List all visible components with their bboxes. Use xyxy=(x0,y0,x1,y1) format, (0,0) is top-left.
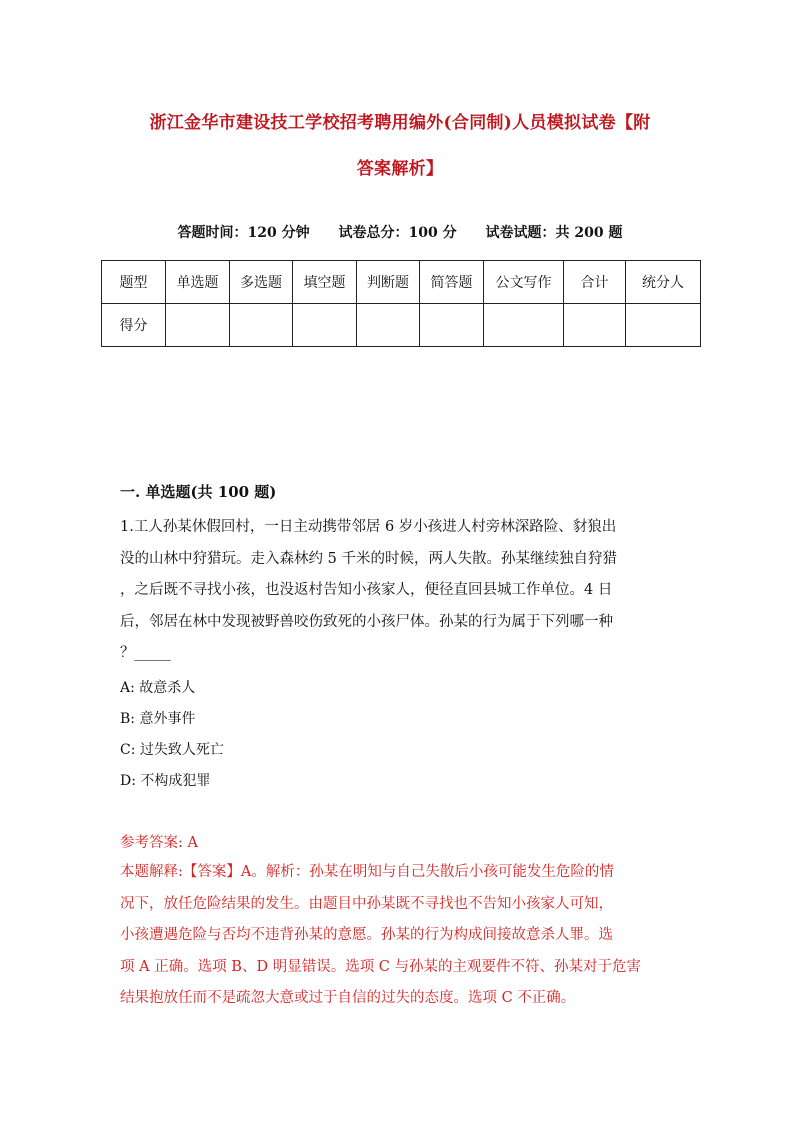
section-title: 一. 单选题(共 100 题) xyxy=(120,483,277,501)
score-header-cell: 统分人 xyxy=(626,261,701,304)
explanation-line: 项 A 正确。选项 B、D 明显错误。选项 C 与孙某的主观要件不符、孙某对于危害 xyxy=(120,958,641,975)
score-cell xyxy=(166,304,230,347)
question-line: ，之后既不寻找小孩，也没返村告知小孩家人，便径直回县城工作单位。4 日 xyxy=(120,582,613,598)
exam-meta xyxy=(100,222,700,242)
exam-title-line-2: 答案解析】 xyxy=(356,159,444,179)
exam-title xyxy=(100,100,700,192)
score-table xyxy=(101,260,701,347)
score-header-cell: 判断题 xyxy=(357,261,420,304)
question-line: 1.工人孙某休假回村，一日主动携带邻居 6 岁小孩进人村旁林深路险、豺狼出 xyxy=(120,519,617,535)
score-cell xyxy=(357,304,420,347)
score-cell xyxy=(484,304,564,347)
answer-block xyxy=(120,829,680,1015)
score-header-cell: 公文写作 xyxy=(484,261,564,304)
score-header-cell: 题型 xyxy=(102,261,166,304)
score-header-cell: 单选题 xyxy=(166,261,230,304)
score-header-cell: 填空题 xyxy=(293,261,357,304)
question-line: ？_____ xyxy=(120,645,171,661)
option-d: D: 不构成犯罪 xyxy=(120,773,211,789)
explanation-line: 结果抱放任而不是疏忽大意或过于自信的过失的态度。选项 C 不正确。 xyxy=(120,990,576,1006)
score-header-cell: 多选题 xyxy=(230,261,293,304)
question-1-options xyxy=(120,673,224,797)
score-table-score-row xyxy=(102,304,701,347)
explanation-line: 本题解释:【答案】A。解析：孙某在明知与自己失散后小孩可能发生危险的情 xyxy=(120,864,614,880)
exam-total-score: 试卷总分：100 分 xyxy=(338,225,457,241)
option-a: A: 故意杀人 xyxy=(120,680,196,696)
score-cell xyxy=(564,304,626,347)
exam-title-line-1: 浙江金华市建设技工学校招考聘用编外(合同制)人员模拟试卷【附 xyxy=(149,113,651,133)
question-line: 没的山林中狩猎玩。走入森林约 5 千米的时候，两人失散。孙某继续独自狩猎 xyxy=(120,550,617,567)
score-row-label: 得分 xyxy=(102,304,166,347)
explanation-line: 况下，放任危险结果的发生。由题目中孙某既不寻找也不告知小孩家人可知， xyxy=(120,895,613,912)
question-1 xyxy=(120,512,680,670)
score-header-cell: 合计 xyxy=(564,261,626,304)
score-cell xyxy=(230,304,293,347)
explanation-line: 小孩遭遇危险与否均不违背孙某的意愿。孙某的行为构成间接故意杀人罪。选 xyxy=(120,927,613,943)
score-cell xyxy=(420,304,484,347)
score-cell xyxy=(293,304,357,347)
score-cell xyxy=(626,304,701,347)
reference-answer: 参考答案: A xyxy=(120,835,198,851)
score-header-cell: 简答题 xyxy=(420,261,484,304)
question-line: 后，邻居在林中发现被野兽咬伤致死的小孩尸体。孙某的行为属于下列哪一种 xyxy=(120,613,613,630)
option-c: C: 过失致人死亡 xyxy=(120,742,224,758)
score-table-header-row xyxy=(102,261,701,304)
option-b: B: 意外事件 xyxy=(120,711,196,727)
exam-time: 答题时间：120 分钟 xyxy=(177,225,310,241)
exam-question-count: 试卷试题：共 200 题 xyxy=(485,225,623,241)
